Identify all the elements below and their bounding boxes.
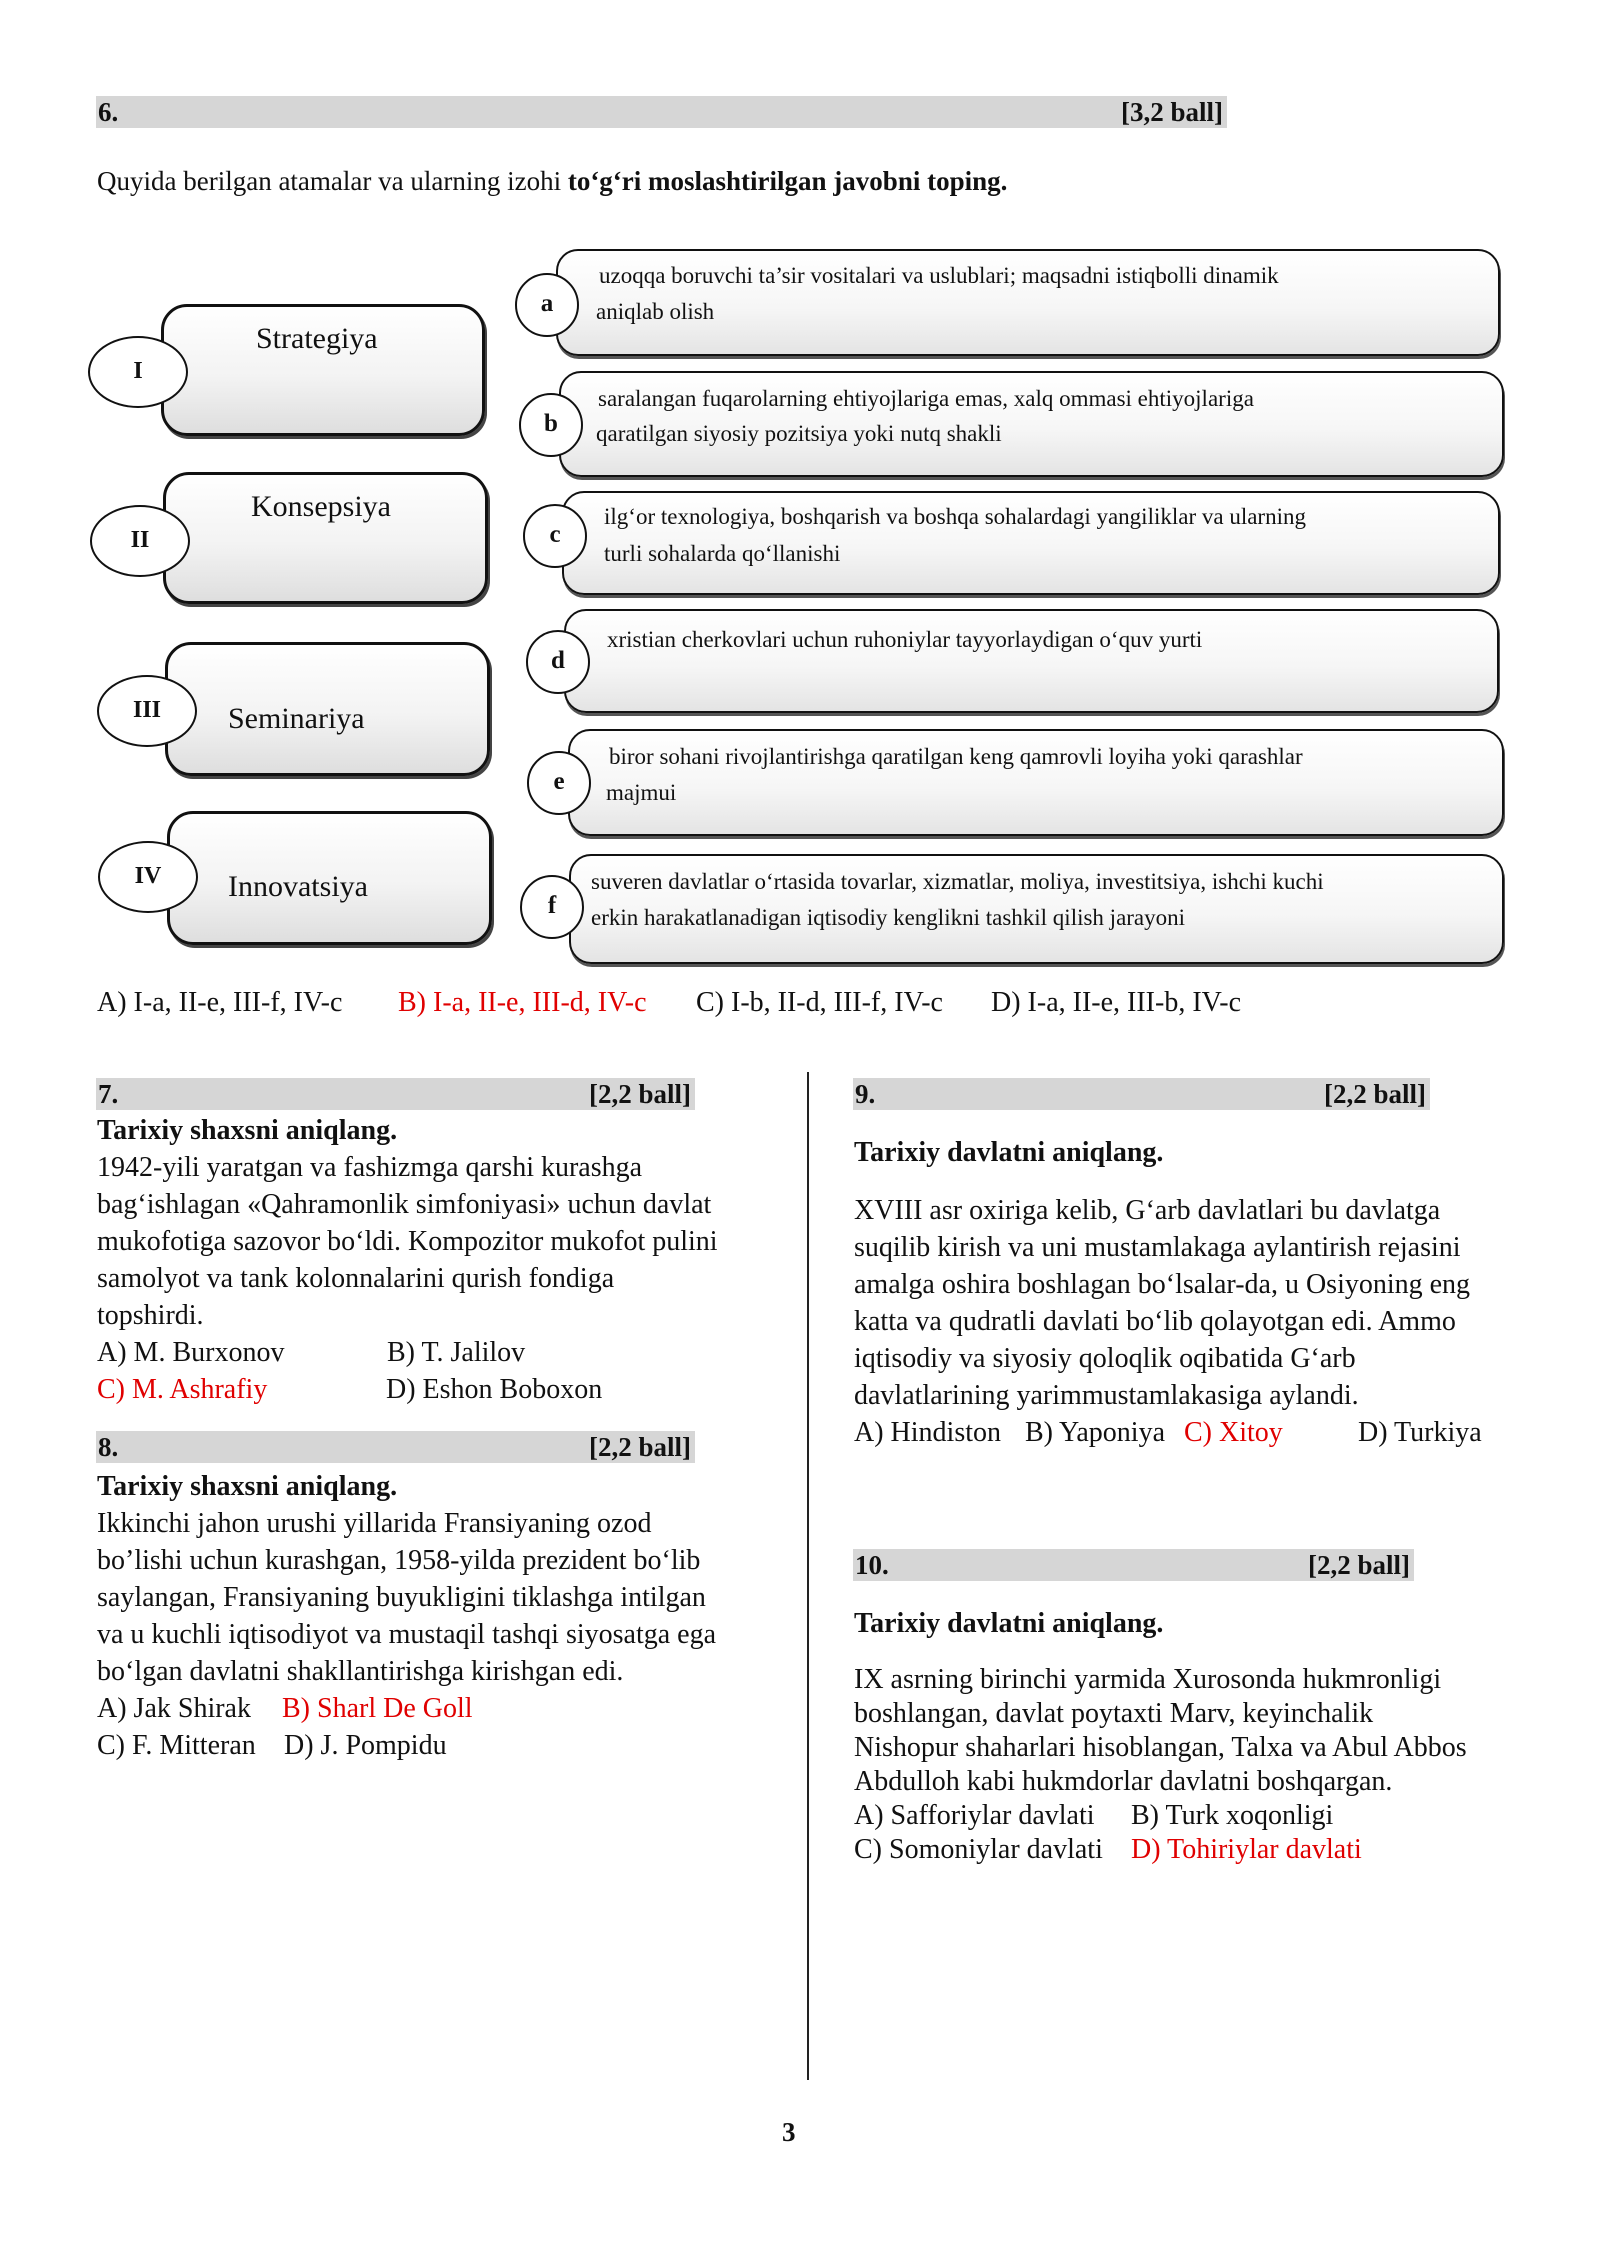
q10-text-line: Nishopur shaharlari hisoblangan, Talxa va Abul Abbos <box>854 1732 1467 1763</box>
q6-option-c[interactable]: C) I-b, II-d, III-f, IV-c <box>696 987 943 1018</box>
q6-option-d[interactable]: D) I-a, II-e, III-b, IV-c <box>991 987 1242 1018</box>
option-letter: f <box>520 875 584 939</box>
q7-option-c[interactable]: C) M. Ashrafiy <box>97 1374 268 1405</box>
column-divider <box>807 1072 809 2080</box>
q9-text-line: davlatlarining yarimmustamlakasiga aylandi. <box>854 1380 1359 1411</box>
q9-option-b[interactable]: B) Yaponiya <box>1025 1417 1166 1448</box>
q10-option-b[interactable]: B) Turk xoqonligi <box>1131 1800 1334 1831</box>
q6-option-b[interactable]: B) I-a, II-e, III-d, IV-c <box>398 987 647 1018</box>
definition-line: xristian cherkovlari uchun ruhoniylar tayyorlaydigan o‘quv yurti <box>607 627 1203 652</box>
definition-line: turli sohalarda qo‘llanishi <box>604 541 841 566</box>
q10-number: 10. <box>855 1550 889 1580</box>
q7-option-d[interactable]: D) Eshon Boboxon <box>386 1374 603 1405</box>
q7-prompt: Tarixiy shaxsni aniqlang. <box>97 1115 398 1146</box>
q9-points: [2,2 ball] <box>1323 1079 1426 1109</box>
q8-number: 8. <box>98 1432 119 1462</box>
term-label: Strategiya <box>256 322 378 355</box>
q9-text-line: iqtisodiy va siyosiy qoloqlik oqibatida G‘arb <box>854 1343 1356 1374</box>
term-label: Konsepsiya <box>251 490 391 523</box>
roman-numeral: II <box>90 505 190 577</box>
q10-prompt: Tarixiy davlatni aniqlang. <box>854 1608 1164 1639</box>
option-letter: a <box>515 273 579 337</box>
q7-text-line: samolyot va tank kolonnalarini qurish fondiga <box>97 1263 615 1294</box>
q8-text-line: va u kuchli iqtisodiyot va mustaqil tashqi siyosatga ega <box>97 1619 717 1650</box>
q8-text-line: saylangan, Fransiyaning buyukligini tiklashga intilgan <box>97 1582 706 1613</box>
definition-line: qaratilgan siyosiy pozitsiya yoki nutq shakli <box>596 421 1002 446</box>
q10-option-c[interactable]: C) Somoniylar davlati <box>854 1834 1103 1865</box>
q7-text-line: mukofotiga sazovor bo‘ldi. Kompozitor mukofot pulini <box>97 1226 718 1257</box>
q8-option-d[interactable]: D) J. Pompidu <box>284 1730 447 1761</box>
q7-option-b[interactable]: B) T. Jalilov <box>387 1337 526 1368</box>
q9-option-d[interactable]: D) Turkiya <box>1358 1417 1482 1448</box>
definition-line: saralangan fuqarolarning ehtiyojlariga emas, xalq ommasi ehtiyojlariga <box>598 386 1254 411</box>
q9-option-c[interactable]: C) Xitoy <box>1184 1417 1283 1448</box>
q10-text-line: boshlangan, davlat poytaxti Marv, keyinchalik <box>854 1698 1374 1729</box>
q9-text-line: suqilib kirish va uni mustamlakaga aylantirish rejasini <box>854 1232 1461 1263</box>
q7-text-line: 1942-yili yaratgan va fashizmga qarshi kurashga <box>97 1152 643 1183</box>
q7-header <box>96 1078 695 1110</box>
q9-text-line: XVIII asr oxiriga kelib, G‘arb davlatlari bu davlatga <box>854 1195 1441 1226</box>
q9-text-line: amalga oshira boshlagan bo‘lsalar-da, u Osiyoning eng <box>854 1269 1471 1300</box>
definition-line: aniqlab olish <box>596 299 715 324</box>
term-label: Innovatsiya <box>228 870 368 903</box>
q8-text-line: bo’lishi uchun kurashgan, 1958-yilda prezident bo‘lib <box>97 1545 701 1576</box>
q8-text-line: bo‘lgan davlatni shakllantirishga kirishgan edi. <box>97 1656 624 1687</box>
option-letter: b <box>519 393 583 457</box>
q8-option-c[interactable]: C) F. Mitteran <box>97 1730 256 1761</box>
q7-points: [2,2 ball] <box>588 1079 691 1109</box>
q10-points: [2,2 ball] <box>1307 1550 1410 1580</box>
roman-numeral: I <box>88 336 188 408</box>
q10-text-line: Abdulloh kabi hukmdorlar davlatni boshqargan. <box>854 1766 1393 1797</box>
q6-instruction: Quyida berilgan atamalar va ularning izohi to‘g‘ri moslashtirilgan javobni toping. <box>97 166 1008 196</box>
roman-numeral: IV <box>98 841 198 913</box>
q8-text-line: Ikkinchi jahon urushi yillarida Fransiyaning ozod <box>97 1508 652 1539</box>
q8-option-b[interactable]: B) Sharl De Goll <box>282 1693 473 1724</box>
definition-line: erkin harakatlanadigan iqtisodiy kenglikni tashkil qilish jarayoni <box>591 905 1186 930</box>
q9-number: 9. <box>855 1079 876 1109</box>
q7-option-a[interactable]: A) M. Burxonov <box>97 1337 285 1368</box>
q10-header <box>853 1549 1414 1581</box>
q9-header <box>853 1078 1430 1110</box>
q9-option-a[interactable]: A) Hindiston <box>854 1417 1001 1448</box>
q8-header <box>96 1431 695 1463</box>
q8-option-a[interactable]: A) Jak Shirak <box>97 1693 251 1724</box>
option-letter: c <box>523 504 587 568</box>
q8-prompt: Tarixiy shaxsni aniqlang. <box>97 1471 398 1502</box>
definition-line: biror sohani rivojlantirishga qaratilgan keng qamrovli loyiha yoki qarashlar <box>609 744 1303 769</box>
definition-line: uzoqqa boruvchi ta’sir vositalari va uslublari; maqsadni istiqbolli dinamik <box>599 263 1279 288</box>
definition-line: majmui <box>606 780 677 805</box>
q7-number: 7. <box>98 1079 119 1109</box>
q7-text-line: topshirdi. <box>97 1300 204 1331</box>
definition-line: suveren davlatlar o‘rtasida tovarlar, xizmatlar, moliya, investitsiya, ishchi kuchi <box>591 869 1324 894</box>
roman-numeral: III <box>97 675 197 747</box>
option-letter: e <box>527 751 591 815</box>
q6-option-a[interactable]: A) I-a, II-e, III-f, IV-c <box>97 987 343 1018</box>
q7-text-line: bag‘ishlagan «Qahramonlik simfoniyasi» uchun davlat <box>97 1189 712 1220</box>
q9-text-line: katta va qudratli davlati bo‘lib qolayotgan edi. Ammo <box>854 1306 1456 1337</box>
option-letter: d <box>526 630 590 694</box>
q6-header <box>96 96 1227 128</box>
q6-points: [3,2 ball] <box>1120 97 1223 127</box>
q10-text-line: IX asrning birinchi yarmida Xurosonda hukmronligi <box>854 1664 1442 1695</box>
term-label: Seminariya <box>228 702 365 735</box>
page-number: 3 <box>782 2117 796 2147</box>
q10-option-a[interactable]: A) Safforiylar davlati <box>854 1800 1095 1831</box>
q10-option-d[interactable]: D) Tohiriylar davlati <box>1131 1834 1362 1865</box>
definition-line: ilg‘or texnologiya, boshqarish va boshqa sohalardagi yangiliklar va ularning <box>604 504 1306 529</box>
q8-points: [2,2 ball] <box>588 1432 691 1462</box>
q9-prompt: Tarixiy davlatni aniqlang. <box>854 1137 1164 1168</box>
q6-number: 6. <box>98 97 119 127</box>
